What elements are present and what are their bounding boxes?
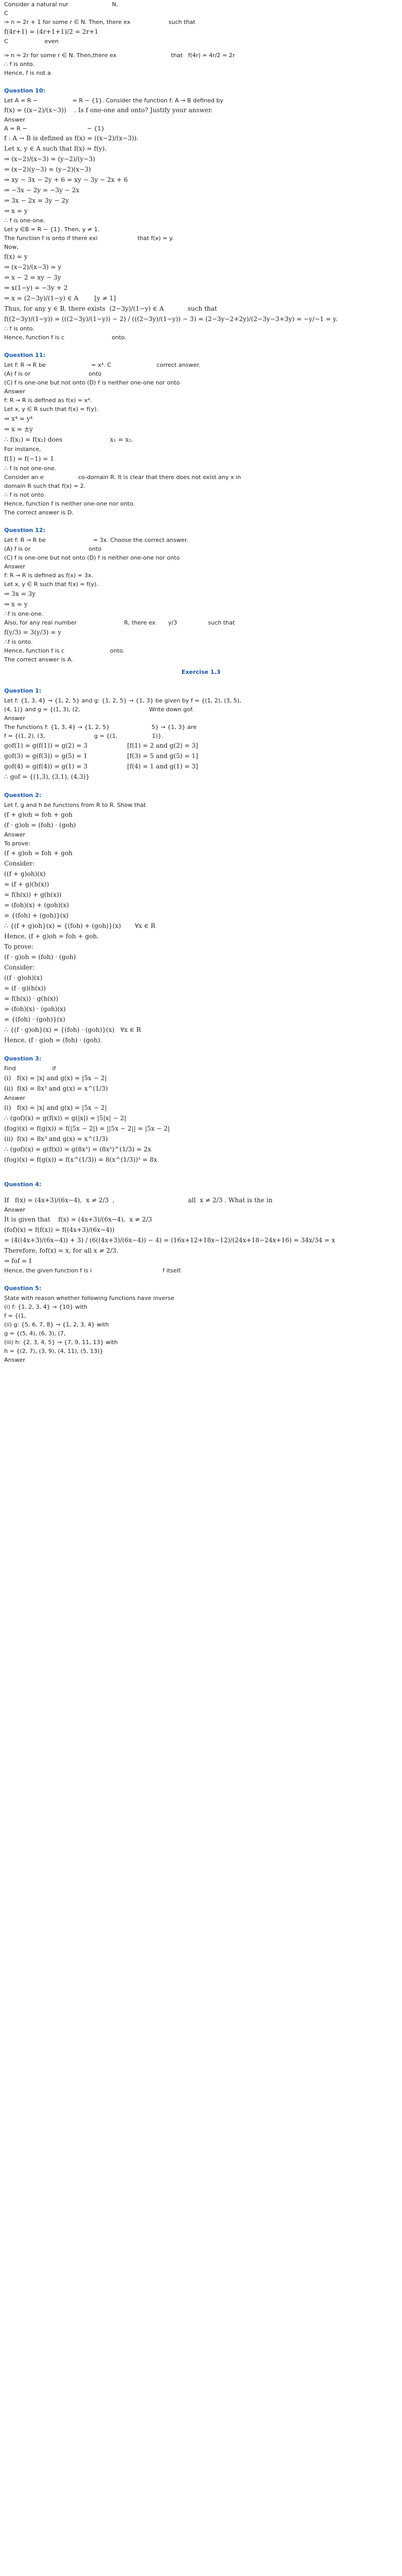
- text-line: The correct answer is A.: [4, 656, 73, 663]
- math-line: ∴ gof = {(1,3), (3,1), (4,3)}: [4, 773, 90, 780]
- text-line: A = R − − {1}: [4, 125, 105, 132]
- spacer: [4, 1045, 398, 1051]
- math-line: ⇒ 3x = 3y: [4, 590, 36, 597]
- math-line: (fog)(x) = f(g(x)) = f(x^(1/3)) = 8(x^(1/3))³ = 8x: [4, 1156, 158, 1163]
- math-line: Let x, y ∈ A such that f(x) = f(y).: [4, 145, 107, 152]
- text-line: The function f is onto if there exi that f(x) = y.: [4, 235, 174, 242]
- math-line: gof(3) = g(f(3)) = g(5) = 1 [f(3) = 5 and g(5) = 1]: [4, 752, 198, 760]
- math-line: ∴ {(f + g)oh}(x) = {(foh) + (goh)}(x) ∀x ∈ R: [4, 922, 155, 930]
- text-line: f: R → R is defined as f(x) = x⁴.: [4, 397, 92, 404]
- math-line: Therefore, fof(x) = x, for all x ≠ 2/3.: [4, 1247, 119, 1254]
- math-line: gof(1) = g(f(1)) = g(2) = 3 [f(1) = 2 and g(2) = 3]: [4, 742, 198, 749]
- text-line: h = {(2, 7), (3, 9), (4, 11), (5, 13)}: [4, 1348, 103, 1355]
- math-line: To prove:: [4, 943, 34, 950]
- text-line: Consider a natural nur N.: [4, 1, 119, 8]
- text-line: To prove:: [4, 840, 31, 847]
- text-line: f = {(1, 2), (3, g = {(1, 1)}.: [4, 733, 164, 739]
- math-line: (f + g)oh = foh + goh: [4, 811, 73, 818]
- text-line: ∴f is onto.: [4, 639, 33, 645]
- math-line: ⇒ x = (2−3y)/(1−y) ∈ A [y ≠ 1]: [4, 295, 116, 302]
- text-line: Answer: [4, 563, 25, 570]
- text-line: Also, for any real number R, there ex y/3 such that: [4, 619, 235, 626]
- text-line: ⇒ n = 2r + 1 for some r ∈ N. Then, there ex such that: [4, 19, 196, 25]
- text-line: The correct answer is D.: [4, 509, 74, 516]
- text-line: Let x, y ∈ R such that f(x) = f(y).: [4, 581, 98, 588]
- text-line: Answer: [4, 715, 25, 722]
- text-line: Let f: R → R be = x⁴. C correct answer.: [4, 362, 201, 368]
- math-line: = {(foh) + (goh)}(x): [4, 912, 69, 919]
- text-line: Let f: R → R be = 3x. Choose the correct answer.: [4, 537, 188, 543]
- spacer: [4, 1165, 398, 1176]
- text-line: ∴f is one-one.: [4, 610, 44, 617]
- text-line: Hence, f is not a: [4, 70, 51, 76]
- math-line: It is given that f(x) = (4x+3)/(6x−4), x ≠ 2/3: [4, 1216, 152, 1223]
- text-line: The functions f: {1, 3, 4} → {1, 2, 5} 5} → {1, 3} are: [4, 724, 197, 731]
- spacer: [4, 1275, 398, 1280]
- text-line: ∴ f is one-one.: [4, 217, 45, 224]
- math-line: ⇒ 3x − 2x = 3y − 2y: [4, 197, 69, 204]
- text-line: f = {(1,: [4, 1312, 26, 1319]
- math-line: (ii) f(x) = 8x³ and g(x) = x^(1/3): [4, 1085, 108, 1092]
- math-line: Hence, (f · g)oh = (foh) · (goh).: [4, 1037, 102, 1044]
- text-line: Answer: [4, 388, 25, 395]
- math-line: = (4((4x+3)/(6x−4)) + 3) / (6((4x+3)/(6x−4)) − 4) = (16x+12+18x−12)/(24x+18−24x+16) = 34x/34 = x: [4, 1237, 335, 1244]
- math-line: Thus, for any y ∈ B, there exists (2−3y)/(1−y) ∈ A such that: [4, 305, 217, 312]
- math-line: (f · g)oh = (foh) · (goh): [4, 821, 76, 829]
- spacer: [4, 77, 398, 83]
- spacer: [4, 46, 398, 51]
- text-line: Let f, g and h be functions from R to R. Show that: [4, 802, 146, 808]
- math-line: ⇒ x = y: [4, 207, 28, 215]
- text-line: State with reason whether following functions have inverse: [4, 1295, 174, 1302]
- text-line: (iii) h: {2, 3, 4, 5} → {7, 9, 11, 13} with: [4, 1339, 118, 1346]
- math-line: (f · g)oh = (foh) · (goh): [4, 953, 76, 961]
- text-line: ∴ f is not onto.: [4, 492, 46, 498]
- math-line: (fog)(x) = f(g(x)) = f(|5x − 2|) = ||5x − 2|| = |5x − 2|: [4, 1125, 170, 1132]
- text-line: For instance,: [4, 446, 41, 453]
- math-line: ⇒ −3x − 2y = −3y − 2x: [4, 187, 80, 194]
- question-heading: Question 5:: [4, 1285, 42, 1292]
- math-line: ∴ (gof)(x) = g(f(x)) = g(8x³) = (8x³)^(1/3) = 2x: [4, 1146, 151, 1153]
- math-line: ⇒ x = ±y: [4, 426, 33, 433]
- text-line: ∴ f is not one-one.: [4, 465, 57, 472]
- math-line: = (f + g)(h(x)): [4, 881, 49, 888]
- text-line: Answer: [4, 116, 25, 123]
- math-line: = (foh)(x) · (goh)(x): [4, 1005, 66, 1013]
- math-line: ⇒ (x−2)/(x−3) = y: [4, 263, 62, 271]
- text-line: ⇒ n = 2r for some r ∈ N. Then,there ex that f(4r) = 4r/2 = 2r: [4, 52, 235, 59]
- text-line: Answer: [4, 831, 25, 838]
- text-line: Answer: [4, 1095, 25, 1101]
- text-line: Hence, function f is c onto.: [4, 334, 126, 341]
- math-line: f(4r+1) = (4r+1+1)/2 = 2r+1: [4, 28, 99, 35]
- text-line: C: [4, 10, 8, 17]
- spacer: [4, 517, 398, 522]
- math-line: = (foh)(x) + (goh)(x): [4, 901, 69, 909]
- math-line: (ii) f(x) = 8x³ and g(x) = x^(1/3): [4, 1135, 108, 1143]
- question-heading: Question 11:: [4, 352, 46, 358]
- question-heading: Question 1:: [4, 687, 42, 694]
- text-line: g = {(5, 4), (6, 3), (7,: [4, 1330, 66, 1337]
- text-line: Let A = R − = R − {1}. Consider the function f: A → B defined by: [4, 97, 224, 104]
- math-line: gof(4) = g(f(4)) = g(1) = 3 [f(4) = 1 and g(1) = 3]: [4, 763, 198, 770]
- text-line: Answer: [4, 1357, 25, 1363]
- question-heading: Question 4:: [4, 1181, 42, 1188]
- math-line: ⇒ x − 2 = xy − 3y: [4, 274, 61, 281]
- text-line: Let f: {1, 3, 4} → {1, 2, 5} and g: {1, 2, 5} → {1, 3} be given by f = {(1, 2), (3, 5),: [4, 697, 241, 704]
- text-line: f: R → R is defined as f(x) = 3x.: [4, 572, 94, 579]
- math-line: (fof)(x) = f(f(x)) = f((4x+3)/(6x−4)): [4, 1226, 115, 1233]
- text-line: Consider an e co-domain R. It is clear that there does not exist any x in: [4, 474, 241, 481]
- math-line: (f + g)oh = foh + goh: [4, 849, 73, 857]
- text-line: C even: [4, 38, 59, 45]
- math-line: = f(h(x)) + g(h(x)): [4, 891, 62, 898]
- text-line: Let y ∈B = R − {1}. Then, y ≠ 1.: [4, 226, 100, 233]
- text-line: Now,: [4, 244, 19, 250]
- text-line: Answer: [4, 1206, 25, 1213]
- math-line: f((2−3y)/(1−y)) = (((2−3y)/(1−y)) − 2) / (((2−3y)/(1−y)) − 3) = (2−3y−2+2y)/(2−3y−3+3y) = −y/−1 = y.: [4, 315, 338, 323]
- math-line: f(x) = ((x−2)/(x−3)) . Is f one-one and onto? Justify your answer.: [4, 107, 213, 114]
- math-line: Consider:: [4, 964, 35, 971]
- math-line: (i) f(x) = |x| and g(x) = |5x − 2|: [4, 1104, 107, 1111]
- math-line: = f(h(x)) · g(h(x)): [4, 995, 58, 1002]
- question-heading: Question 2:: [4, 792, 42, 799]
- text-line: Let x, y ∈ R such that f(x) = f(y).: [4, 406, 98, 413]
- math-line: = {(foh) · (goh)}(x): [4, 1016, 66, 1023]
- math-line: If f(x) = (4x+3)/(6x−4), x ≠ 2/3 , all x ≠ 2/3 . What is the in: [4, 1197, 273, 1204]
- math-line: ⇒ x(1−y) = −3y + 2: [4, 284, 68, 291]
- text-line: ∴ f is onto.: [4, 61, 35, 68]
- question-heading: Question 12:: [4, 527, 46, 534]
- math-line: f(1) = f(−1) = 1: [4, 455, 54, 462]
- math-line: ((f · g)oh)(x): [4, 974, 43, 981]
- math-line: ((f + g)oh)(x): [4, 870, 46, 878]
- spacer: [4, 678, 398, 683]
- math-line: ⇒ fof = I: [4, 1257, 32, 1265]
- text-line: (i) f: {1, 2, 3, 4} → {10} with: [4, 1304, 87, 1310]
- text-line: (A) f is or onto: [4, 370, 102, 377]
- math-line: ⇒ x⁴ = y⁴: [4, 415, 33, 422]
- math-line: f(x) = y: [4, 253, 28, 260]
- math-line: f : A → B is defined as f(x) = ((x−2)/(x−3)).: [4, 135, 139, 142]
- text-line: Hence, function f is c onto.: [4, 647, 125, 654]
- text-line: Hence, function f is neither one-one nor onto.: [4, 500, 135, 507]
- math-line: f(y/3) = 3(y/3) = y: [4, 629, 61, 636]
- text-line: (C) f is one-one but not onto (D) f is neither one-one nor onto: [4, 554, 180, 561]
- text-line: (C) f is one-one but not onto (D) f is neither one-one nor onto: [4, 379, 180, 386]
- text-line: (ii) g: {5, 6, 7, 8} → {1, 2, 3, 4} with: [4, 1321, 109, 1328]
- question-heading: Question 3:: [4, 1055, 42, 1062]
- math-line: Consider:: [4, 860, 35, 867]
- math-line: ∴ f(x₁) = f(x₂) does x₁ = x₂.: [4, 436, 134, 443]
- math-line: ⇒ (x−2)(y−3) = (y−2)(x−3): [4, 166, 91, 173]
- spacer: [4, 342, 398, 347]
- spacer: [4, 782, 398, 787]
- spacer: [4, 1190, 398, 1195]
- text-line: (A) f is or onto: [4, 546, 102, 552]
- math-line: (i) f(x) = |x| and g(x) = |5x − 2|: [4, 1074, 107, 1082]
- math-line: ⇒ xy − 3x − 2y + 6 = xy − 3y − 2x + 6: [4, 176, 128, 183]
- text-line: Hence, the given function f is i f itself.: [4, 1267, 182, 1274]
- exercise-heading: Exercise 1.3: [181, 669, 221, 675]
- text-line: domain R such that f(x) = 2.: [4, 483, 86, 489]
- text-line: Find if: [4, 1065, 56, 1072]
- math-line: ⇒ x = y: [4, 601, 28, 608]
- math-line: = (f · g)(h(x)): [4, 985, 46, 992]
- text-line: ∴ f is onto.: [4, 325, 35, 332]
- math-line: Hence, (f + g)oh = foh + goh.: [4, 933, 99, 940]
- text-line: (4, 1)} and g = {(1, 3), (2, Write down gof.: [4, 706, 194, 713]
- math-line: ∴ {(f · g)oh}(x) = {(foh) · (goh)}(x) ∀x ∈ R: [4, 1026, 141, 1033]
- question-heading: Question 10:: [4, 87, 46, 94]
- math-line: ∴ (gof)(x) = g(f(x)) = g(|x|) = |5|x| − 2|: [4, 1114, 126, 1122]
- math-line: ⇒ (x−2)/(x−3) = (y−2)/(y−3): [4, 155, 95, 163]
